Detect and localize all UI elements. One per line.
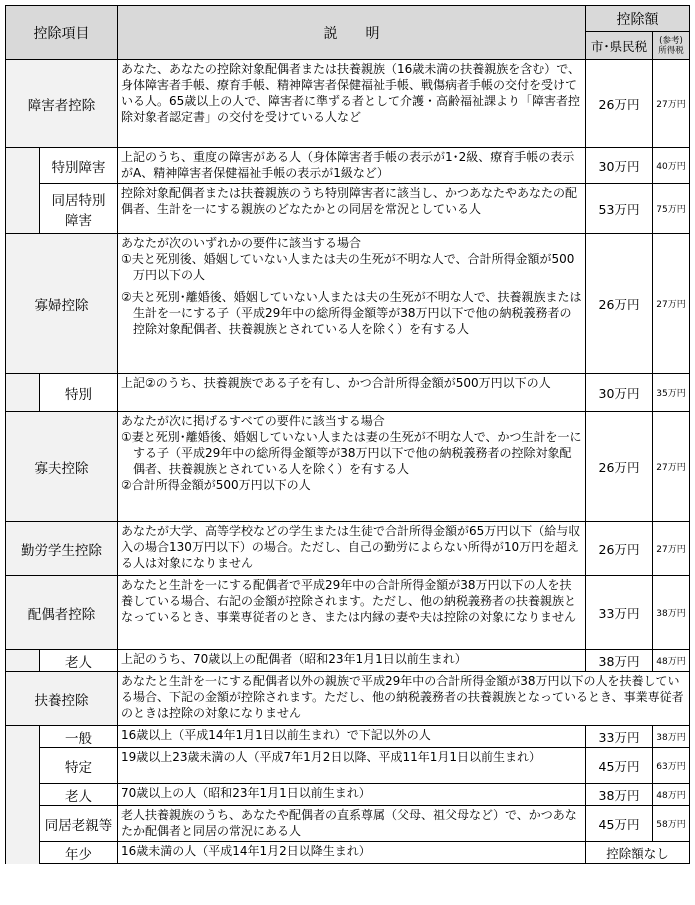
- elderly-spouse-description: 上記のうち、70歳以上の配偶者（昭和23年1月1日以前生まれ）: [118, 650, 586, 672]
- table-row: [6, 842, 690, 864]
- table-row: [6, 184, 690, 234]
- special-disabled-income-amount: 40万円: [653, 148, 690, 184]
- widow-description: [118, 234, 586, 374]
- subitem-special-disabled: 特別障害: [40, 148, 118, 184]
- widower-intro: あなたが次に掲げるすべての要件に該当する場合: [121, 414, 385, 428]
- header-income-label: 所得税: [658, 45, 684, 56]
- student-income-amount: 27万円: [653, 522, 690, 576]
- table-row: [6, 60, 690, 148]
- category-spouse: 配偶者控除: [6, 576, 118, 650]
- table-row: [6, 522, 690, 576]
- spouse-resident-amount: 33万円: [586, 576, 653, 650]
- table-row: [6, 576, 690, 650]
- dependent-description: あなたと生計を一にする配偶者以外の親族で平成29年中の合計所得金額が38万円以下の人を扶養している場合、下記の金額が控除されます。ただし、他の納税義務者の扶養親族となっているとき、事業専従者のときは控除の対象になりません: [118, 672, 690, 726]
- special-widow-description: 上記②のうち、扶養親族である子を有し、かつ合計所得金額が500万円以下の人: [118, 374, 586, 412]
- widower-condition-2: ②合計所得金額が500万円以下の人: [121, 478, 311, 492]
- widower-condition-1: ①妻と死別･離婚後、婚姻していない人または妻の生死が不明な人で、かつ生計を一にする子（平成29年中の総所得金額等が38万円以下で他の納税義務者の控除対象配偶者、扶養親族とされている人を除く）を有する人: [121, 430, 582, 476]
- special-widow-resident-amount: 30万円: [586, 374, 653, 412]
- widow-resident-amount: 26万円: [586, 234, 653, 374]
- cohabit-label-line1: 同居特別: [51, 192, 106, 209]
- subitem-elderly-dependent: 老人: [40, 784, 118, 806]
- category-gutter: [6, 650, 40, 672]
- special-disabled-description: 上記のうち、重度の障害がある人（身体障害者手帳の表示が1･2級、療育手帳の表示がA、精神障害者保健福祉手帳の表示が1級など）: [118, 148, 586, 184]
- table-row: [6, 374, 690, 412]
- specific-description: 19歳以上23歳未満の人（平成7年1月2日以降、平成11年1月1日以前生まれ）: [118, 748, 586, 784]
- category-disabled: 障害者控除: [6, 60, 118, 148]
- widower-income-amount: 27万円: [653, 412, 690, 522]
- category-gutter: [6, 726, 40, 864]
- special-disabled-resident-amount: 30万円: [586, 148, 653, 184]
- disabled-description: あなた、あなたの控除対象配偶者または扶養親族（16歳未満の扶養親族を含む）で、身体障害者手帳、療育手帳、精神障害者保健福祉手帳、戦傷病者手帳の交付を受けている人。65歳以上の人で、障害者に準ずる者として介護・高齢福祉課より「障害者控除対象者認定書」の交付を受けている人など: [118, 60, 586, 148]
- spouse-income-amount: 38万円: [653, 576, 690, 650]
- deduction-table: [5, 5, 690, 864]
- table-row: [6, 672, 690, 726]
- table-row: [6, 748, 690, 784]
- general-income-amount: 38万円: [653, 726, 690, 748]
- cohabit-elderly-income-amount: 58万円: [653, 806, 690, 842]
- disabled-resident-amount: 26万円: [586, 60, 653, 148]
- subitem-elderly-spouse: 老人: [40, 650, 118, 672]
- header-income-tax: [653, 32, 690, 60]
- specific-income-amount: 63万円: [653, 748, 690, 784]
- cohabit-elderly-description: 老人扶養親族のうち、あなたや配偶者の直系尊属（父母、祖父母など）で、かつあなたか配偶者と同居の常況にある人: [118, 806, 586, 842]
- student-resident-amount: 26万円: [586, 522, 653, 576]
- young-no-deduction: 控除額なし: [586, 842, 690, 864]
- disabled-income-amount: 27万円: [653, 60, 690, 148]
- table-row: [6, 650, 690, 672]
- widow-condition-1: ①夫と死別後、婚姻していない人または夫の生死が不明な人で、合計所得金額が500万円以下の人: [121, 252, 575, 282]
- category-gutter: [6, 148, 40, 234]
- widow-condition-2: ②夫と死別･離婚後、婚姻していない人または夫の生死が不明な人で、扶養親族または生計を一にする子（平成29年中の総所得金額等が38万円以下で他の納税義務者の控除対象配偶者、扶養親族とされている人を除く）を有する人: [121, 290, 582, 336]
- subitem-young: 年少: [40, 842, 118, 864]
- elderly-dependent-description: 70歳以上の人（昭和23年1月1日以前生まれ）: [118, 784, 586, 806]
- student-description: あなたが大学、高等学校などの学生または生徒で合計所得金額が65万円以下（給与収入の場合130万円以下）の場合。ただし、自己の勤労によらない所得が10万円を超える人は対象になりません: [118, 522, 586, 576]
- category-widower: 寡夫控除: [6, 412, 118, 522]
- cohabit-special-income-amount: 75万円: [653, 184, 690, 234]
- cohabit-special-description: 控除対象配偶者または扶養親族のうち特別障害者に該当し、かつあなたやあなたの配偶者、生計を一にする親族のどなたかとの同居を常況としている人: [118, 184, 586, 234]
- category-dependent: 扶養控除: [6, 672, 118, 726]
- table-row: [6, 726, 690, 748]
- table-row: [6, 412, 690, 522]
- table-row: [6, 234, 690, 374]
- general-description: 16歳以上（平成14年1月1日以前生まれ）で下記以外の人: [118, 726, 586, 748]
- widow-income-amount: 27万円: [653, 234, 690, 374]
- subitem-general: 一般: [40, 726, 118, 748]
- subitem-cohabit-elderly: 同居老親等: [40, 806, 118, 842]
- elderly-dependent-resident-amount: 38万円: [586, 784, 653, 806]
- spouse-description: あなたと生計を一にする配偶者で平成29年中の合計所得金額が38万円以下の人を扶養している場合、右記の金額が控除されます。ただし、他の納税義務者の扶養親族となっているとき、事業専従者のとき、または内縁の妻や夫は控除の対象になりません: [118, 576, 586, 650]
- elderly-spouse-resident-amount: 38万円: [586, 650, 653, 672]
- cohabit-label-line2: 障害: [65, 212, 92, 229]
- cohabit-special-resident-amount: 53万円: [586, 184, 653, 234]
- subitem-special-widow: 特別: [40, 374, 118, 412]
- special-widow-income-amount: 35万円: [653, 374, 690, 412]
- header-item: 控除項目: [6, 6, 118, 60]
- elderly-spouse-income-amount: 48万円: [653, 650, 690, 672]
- category-gutter: [6, 374, 40, 412]
- widower-description: [118, 412, 586, 522]
- general-resident-amount: 33万円: [586, 726, 653, 748]
- subitem-cohabit-special-disabled: [40, 184, 118, 234]
- widow-intro: あなたが次のいずれかの要件に該当する場合: [121, 236, 362, 250]
- category-working-student: 勤労学生控除: [6, 522, 118, 576]
- subitem-specific: 特定: [40, 748, 118, 784]
- category-widow: 寡婦控除: [6, 234, 118, 374]
- table-row: [6, 148, 690, 184]
- elderly-dependent-income-amount: 48万円: [653, 784, 690, 806]
- header-resident-tax: 市･県民税: [586, 32, 653, 60]
- header-income-note: (参考): [659, 35, 683, 46]
- header-amount: 控除額: [586, 6, 690, 32]
- young-description: 16歳未満の人（平成14年1月2日以降生まれ）: [118, 842, 586, 864]
- table-row: [6, 784, 690, 806]
- specific-resident-amount: 45万円: [586, 748, 653, 784]
- table-row: [6, 806, 690, 842]
- header-description: 説 明: [118, 6, 586, 60]
- widower-resident-amount: 26万円: [586, 412, 653, 522]
- cohabit-elderly-resident-amount: 45万円: [586, 806, 653, 842]
